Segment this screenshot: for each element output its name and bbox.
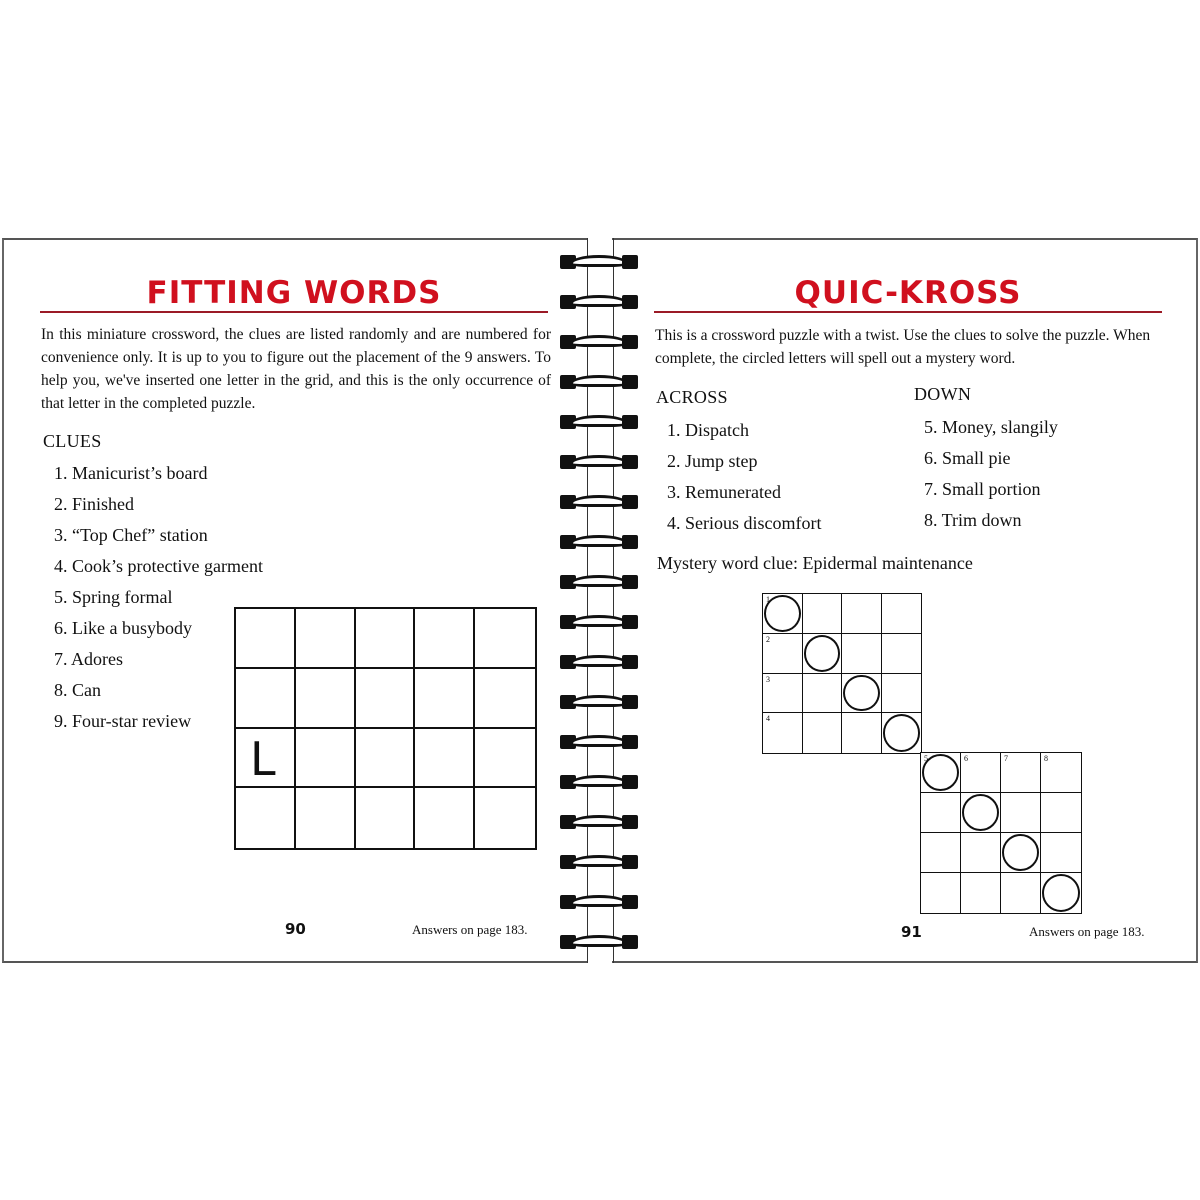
grid-cell[interactable] bbox=[763, 594, 803, 634]
across-clue: 2. Jump step bbox=[667, 451, 758, 471]
grid-cell[interactable] bbox=[236, 609, 296, 669]
spiral-coil-icon bbox=[560, 572, 638, 592]
coil-wire bbox=[570, 375, 628, 387]
grid-cell[interactable] bbox=[921, 753, 961, 793]
grid-cell[interactable] bbox=[842, 713, 882, 753]
down-clue: 5. Money, slangily bbox=[924, 417, 1058, 437]
circle-icon bbox=[804, 635, 841, 672]
grid-cell[interactable] bbox=[356, 609, 416, 669]
fitting-words-instructions: In this miniature crossword, the clues are listed randomly and are numbered for convenience only. It is up to you to figure out the placement of the 9 answers. To help you, we've inserted one letter in the grid, and this is the only occurrence of that letter in the completed puzzle. bbox=[41, 326, 551, 412]
grid-cell[interactable] bbox=[356, 788, 416, 848]
grid-cell[interactable] bbox=[1001, 833, 1041, 873]
spiral-coil-icon bbox=[560, 892, 638, 912]
clue-item: 2. Finished bbox=[54, 494, 135, 514]
grid-cell[interactable] bbox=[763, 713, 803, 753]
grid-cell[interactable] bbox=[842, 634, 882, 674]
coil-wire bbox=[570, 335, 628, 347]
grid-cell[interactable] bbox=[842, 594, 882, 634]
clue-item: 1. Manicurist’s board bbox=[54, 463, 208, 483]
clue-item: 6. Like a busybody bbox=[54, 618, 192, 638]
answers-note-right: Answers on page 183. bbox=[1029, 924, 1145, 939]
grid-cell[interactable] bbox=[1001, 793, 1041, 833]
grid-cell[interactable] bbox=[803, 594, 843, 634]
grid-cell[interactable] bbox=[1041, 833, 1081, 873]
given-letter: L bbox=[250, 731, 276, 786]
clues-heading: CLUES bbox=[43, 431, 102, 451]
grid-cell[interactable] bbox=[1001, 753, 1041, 793]
across-clue: 1. Dispatch bbox=[667, 420, 749, 440]
spiral-coil-icon bbox=[560, 372, 638, 392]
spiral-coil-icon bbox=[560, 732, 638, 752]
clue-item: 9. Four-star review bbox=[54, 711, 192, 731]
grid-cell[interactable] bbox=[356, 729, 416, 789]
clue-item: 8. Can bbox=[54, 680, 101, 700]
spiral-coil-icon bbox=[560, 452, 638, 472]
coil-end bbox=[622, 495, 638, 509]
cell-number: 3 bbox=[766, 674, 770, 684]
spiral-coil-icon bbox=[560, 852, 638, 872]
grid-cell[interactable] bbox=[415, 609, 475, 669]
coil-wire bbox=[570, 735, 628, 747]
across-clue: 4. Serious discomfort bbox=[667, 513, 822, 533]
coil-wire bbox=[570, 935, 628, 947]
coil-end bbox=[622, 415, 638, 429]
spiral-coil-icon bbox=[560, 252, 638, 272]
quic-kross-instructions: This is a crossword puzzle with a twist. Use the clues to solve the puzzle. When complete, the circled letters will spell out a mystery word. bbox=[655, 327, 1151, 367]
grid-cell[interactable] bbox=[236, 669, 296, 729]
clue-list bbox=[54, 458, 263, 737]
coil-end bbox=[622, 695, 638, 709]
coil-end bbox=[622, 615, 638, 629]
coil-end bbox=[622, 375, 638, 389]
grid-cell[interactable] bbox=[961, 793, 1001, 833]
grid-cell[interactable] bbox=[415, 669, 475, 729]
coil-wire bbox=[570, 775, 628, 787]
coil-wire bbox=[570, 895, 628, 907]
clue-item: 5. Spring formal bbox=[54, 587, 173, 607]
coil-end bbox=[622, 575, 638, 589]
coil-end bbox=[622, 255, 638, 269]
grid-cell[interactable] bbox=[1041, 793, 1081, 833]
grid-cell[interactable] bbox=[882, 594, 922, 634]
grid-cell[interactable] bbox=[763, 634, 803, 674]
spiral-coil-icon bbox=[560, 532, 638, 552]
grid-cell[interactable] bbox=[921, 873, 961, 913]
clue-item: 4. Cook’s protective garment bbox=[54, 556, 263, 576]
grid-cell[interactable] bbox=[296, 729, 356, 789]
grid-cell[interactable] bbox=[882, 634, 922, 674]
quic-kross-grid-bottom bbox=[920, 752, 1082, 914]
spiral-coil-icon bbox=[560, 332, 638, 352]
circle-icon bbox=[962, 794, 999, 831]
coil-end bbox=[622, 655, 638, 669]
spiral-coil-icon bbox=[560, 812, 638, 832]
coil-end bbox=[622, 935, 638, 949]
coil-end bbox=[622, 455, 638, 469]
circle-icon bbox=[1042, 874, 1080, 912]
coil-end bbox=[622, 895, 638, 909]
grid-cell[interactable] bbox=[475, 609, 535, 669]
grid-cell[interactable] bbox=[921, 793, 961, 833]
grid-cell[interactable] bbox=[882, 674, 922, 714]
spiral-coil-icon bbox=[560, 932, 638, 952]
coil-wire bbox=[570, 575, 628, 587]
grid-cell[interactable] bbox=[803, 713, 843, 753]
page-title-quic-kross: QUIC-KROSS bbox=[794, 275, 1022, 311]
spiral-coil-icon bbox=[560, 412, 638, 432]
down-heading: DOWN bbox=[914, 384, 972, 404]
spiral-coil-icon bbox=[560, 652, 638, 672]
page-number-right: 91 bbox=[901, 923, 922, 941]
page-number-left: 90 bbox=[285, 920, 306, 938]
coil-end bbox=[622, 535, 638, 549]
fitting-words-grid bbox=[234, 607, 537, 850]
grid-cell[interactable] bbox=[475, 729, 535, 789]
circle-icon bbox=[843, 675, 880, 712]
title-rule bbox=[654, 311, 1162, 313]
cell-number: 7 bbox=[1004, 754, 1008, 763]
grid-cell[interactable] bbox=[296, 669, 356, 729]
spiral-coil-icon bbox=[560, 292, 638, 312]
coil-end bbox=[622, 735, 638, 749]
circle-icon bbox=[1002, 834, 1039, 871]
coil-wire bbox=[570, 255, 628, 267]
coil-wire bbox=[570, 655, 628, 667]
down-clue: 7. Small portion bbox=[924, 479, 1041, 499]
grid-cell[interactable] bbox=[842, 674, 882, 714]
across-clue: 3. Remunerated bbox=[667, 482, 781, 502]
grid-cell[interactable] bbox=[1041, 873, 1081, 913]
grid-cell[interactable] bbox=[961, 873, 1001, 913]
grid-cell[interactable] bbox=[356, 669, 416, 729]
cell-number: 1 bbox=[766, 595, 770, 604]
coil-end bbox=[622, 775, 638, 789]
grid-cell[interactable] bbox=[236, 788, 296, 848]
grid-cell[interactable] bbox=[415, 788, 475, 848]
cell-number: 2 bbox=[766, 634, 770, 644]
grid-cell[interactable] bbox=[803, 634, 843, 674]
coil-wire bbox=[570, 855, 628, 867]
grid-cell[interactable] bbox=[475, 669, 535, 729]
title-rule bbox=[40, 311, 548, 313]
coil-wire bbox=[570, 295, 628, 307]
coil-wire bbox=[570, 815, 628, 827]
down-clue: 8. Trim down bbox=[924, 510, 1022, 530]
page-title-fitting-words: FITTING WORDS bbox=[146, 275, 442, 311]
spiral-coil-icon bbox=[560, 772, 638, 792]
across-heading: ACROSS bbox=[656, 387, 728, 407]
cell-number: 5 bbox=[924, 754, 928, 763]
mystery-word-clue: Mystery word clue: Epidermal maintenance bbox=[657, 553, 973, 573]
grid-cell[interactable] bbox=[882, 713, 922, 753]
grid-cell[interactable] bbox=[961, 753, 1001, 793]
grid-cell[interactable] bbox=[296, 788, 356, 848]
spiral-coil-icon bbox=[560, 612, 638, 632]
down-clue-list bbox=[924, 412, 1058, 536]
across-clue-list bbox=[667, 415, 822, 539]
cell-number: 4 bbox=[766, 714, 770, 724]
clue-item: 3. “Top Chef” station bbox=[54, 525, 208, 545]
grid-cell[interactable] bbox=[763, 674, 803, 714]
grid-cell[interactable] bbox=[921, 833, 961, 873]
quic-kross-grid-top bbox=[762, 593, 922, 754]
coil-wire bbox=[570, 415, 628, 427]
spiral-coil-icon bbox=[560, 692, 638, 712]
coil-wire bbox=[570, 495, 628, 507]
spiral-coil-icon bbox=[560, 492, 638, 512]
grid-cell[interactable] bbox=[296, 609, 356, 669]
answers-note-left: Answers on page 183. bbox=[412, 922, 528, 937]
coil-end bbox=[622, 815, 638, 829]
clue-item: 7. Adores bbox=[54, 649, 123, 669]
cell-number: 6 bbox=[964, 754, 968, 763]
coil-end bbox=[622, 855, 638, 869]
coil-wire bbox=[570, 695, 628, 707]
coil-wire bbox=[570, 535, 628, 547]
grid-cell-given[interactable] bbox=[236, 729, 296, 789]
grid-cell[interactable] bbox=[475, 788, 535, 848]
coil-wire bbox=[570, 455, 628, 467]
grid-cell[interactable] bbox=[961, 833, 1001, 873]
grid-cell[interactable] bbox=[1041, 753, 1081, 793]
grid-cell[interactable] bbox=[415, 729, 475, 789]
coil-wire bbox=[570, 615, 628, 627]
grid-cell[interactable] bbox=[1001, 873, 1041, 913]
grid-cell[interactable] bbox=[803, 674, 843, 714]
coil-end bbox=[622, 335, 638, 349]
coil-end bbox=[622, 295, 638, 309]
circle-icon bbox=[883, 714, 921, 752]
cell-number: 8 bbox=[1044, 754, 1048, 763]
down-clue: 6. Small pie bbox=[924, 448, 1011, 468]
